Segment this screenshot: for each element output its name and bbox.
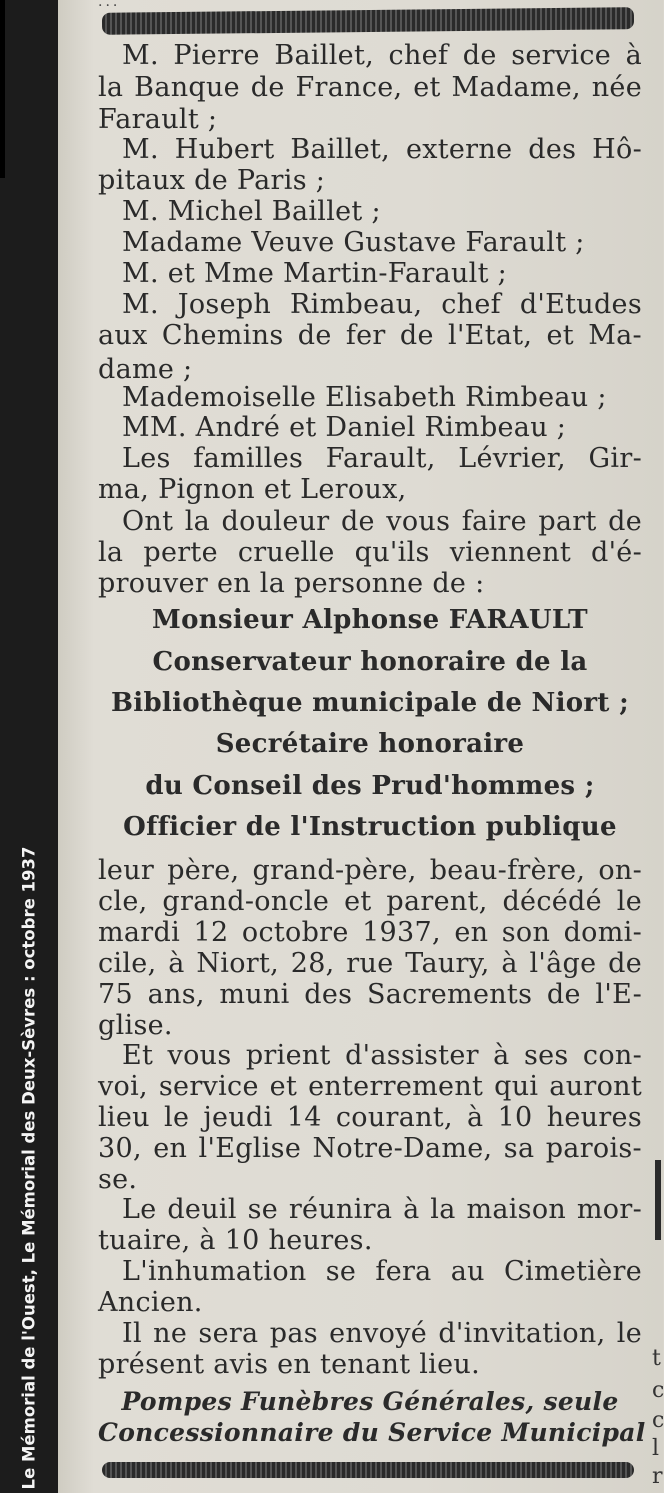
text-line: 75 ans, muni des Sacrements de l'E- <box>98 979 642 1010</box>
text-line: ma, Pignon et Leroux, <box>98 474 407 505</box>
text-line: voi, service et enterrement qui auront <box>98 1071 642 1102</box>
top-fragment: ... <box>98 0 121 10</box>
text-line: la Banque de France, et Madame, née <box>98 72 642 103</box>
adjacent-column-mark <box>655 1160 661 1240</box>
text-line: Madame Veuve Gustave Farault ; <box>122 227 585 258</box>
adjacent-column-letter: c <box>652 1378 664 1403</box>
text-line: la perte cruelle qu'ils viennent d'é- <box>98 537 642 568</box>
source-sidebar <box>0 0 58 1493</box>
deceased-title: Secrétaire honoraire <box>215 729 525 759</box>
text-line: aux Chemins de fer de l'Etat, et Ma- <box>98 320 642 351</box>
text-line: 30, en l'Eglise Notre-Dame, sa parois- <box>98 1133 642 1164</box>
text-line: mardi 12 octobre 1937, en son domi- <box>98 917 642 948</box>
text-line: pitaux de Paris ; <box>98 165 326 196</box>
text-line: MM. André et Daniel Rimbeau ; <box>122 412 567 443</box>
text-line: dame ; <box>98 354 193 385</box>
text-line: M. Joseph Rimbeau, chef d'Etudes <box>122 289 642 320</box>
text-line: glise. <box>98 1010 173 1041</box>
adjacent-column-letter: c <box>652 1408 664 1433</box>
text-line: Ont la douleur de vous faire part de <box>122 506 642 537</box>
text-line: M. Pierre Baillet, chef de service à <box>122 40 642 71</box>
text-line: lieu le jeudi 14 courant, à 10 heures <box>98 1102 642 1133</box>
text-line: Le deuil se réunira à la maison mor- <box>122 1194 642 1225</box>
text-line: Farault ; <box>98 104 218 135</box>
top-rule <box>102 7 634 35</box>
adjacent-column-letter: t <box>652 1346 661 1371</box>
text-line: se. <box>98 1164 138 1195</box>
text-line: leur père, grand-père, beau-frère, on- <box>98 855 642 886</box>
text-line: présent avis en tenant lieu. <box>98 1349 480 1380</box>
adjacent-column-letter: r <box>652 1464 663 1489</box>
deceased-title: Bibliothèque municipale de Niort ; <box>111 688 629 718</box>
text-line: Les familles Farault, Lévrier, Gir- <box>122 443 642 474</box>
text-line: Il ne sera pas envoyé d'invitation, le <box>122 1318 642 1349</box>
funeral-home-line: Pompes Funèbres Générales, seule <box>121 1387 619 1416</box>
sidebar-tick <box>0 0 5 178</box>
funeral-home-line: Concessionnaire du Service Municipal <box>98 1418 646 1447</box>
text-line: M. Michel Baillet ; <box>122 196 381 227</box>
text-line: Mademoiselle Elisabeth Rimbeau ; <box>122 382 607 413</box>
adjacent-column-letter: l <box>652 1436 660 1461</box>
text-line: cile, à Niort, 28, rue Taury, à l'âge de <box>98 948 642 979</box>
newspaper-clipping <box>58 0 663 1493</box>
text-line: prouver en la personne de : <box>98 568 485 599</box>
text-line: L'inhumation se fera au Cimetière <box>122 1256 642 1287</box>
text-line: M. Hubert Baillet, externe des Hô- <box>122 134 642 165</box>
deceased-title: Officier de l'Instruction publique <box>123 812 617 842</box>
bottom-rule <box>102 1462 634 1478</box>
deceased-name: Monsieur Alphonse FARAULT <box>152 605 588 635</box>
text-line: M. et Mme Martin-Farault ; <box>122 258 508 289</box>
source-caption: Le Mémorial de l'Ouest, Le Mémorial des Deux-Sèvres : octobre 1937 <box>19 846 39 1490</box>
deceased-title: Conservateur honoraire de la <box>152 647 588 677</box>
text-line: Et vous prient d'assister à ses con- <box>122 1040 642 1071</box>
text-line: Ancien. <box>98 1287 203 1318</box>
deceased-title: du Conseil des Prud'hommes ; <box>145 771 595 801</box>
text-line: cle, grand-oncle et parent, décédé le <box>98 886 642 917</box>
text-line: tuaire, à 10 heures. <box>98 1225 373 1256</box>
